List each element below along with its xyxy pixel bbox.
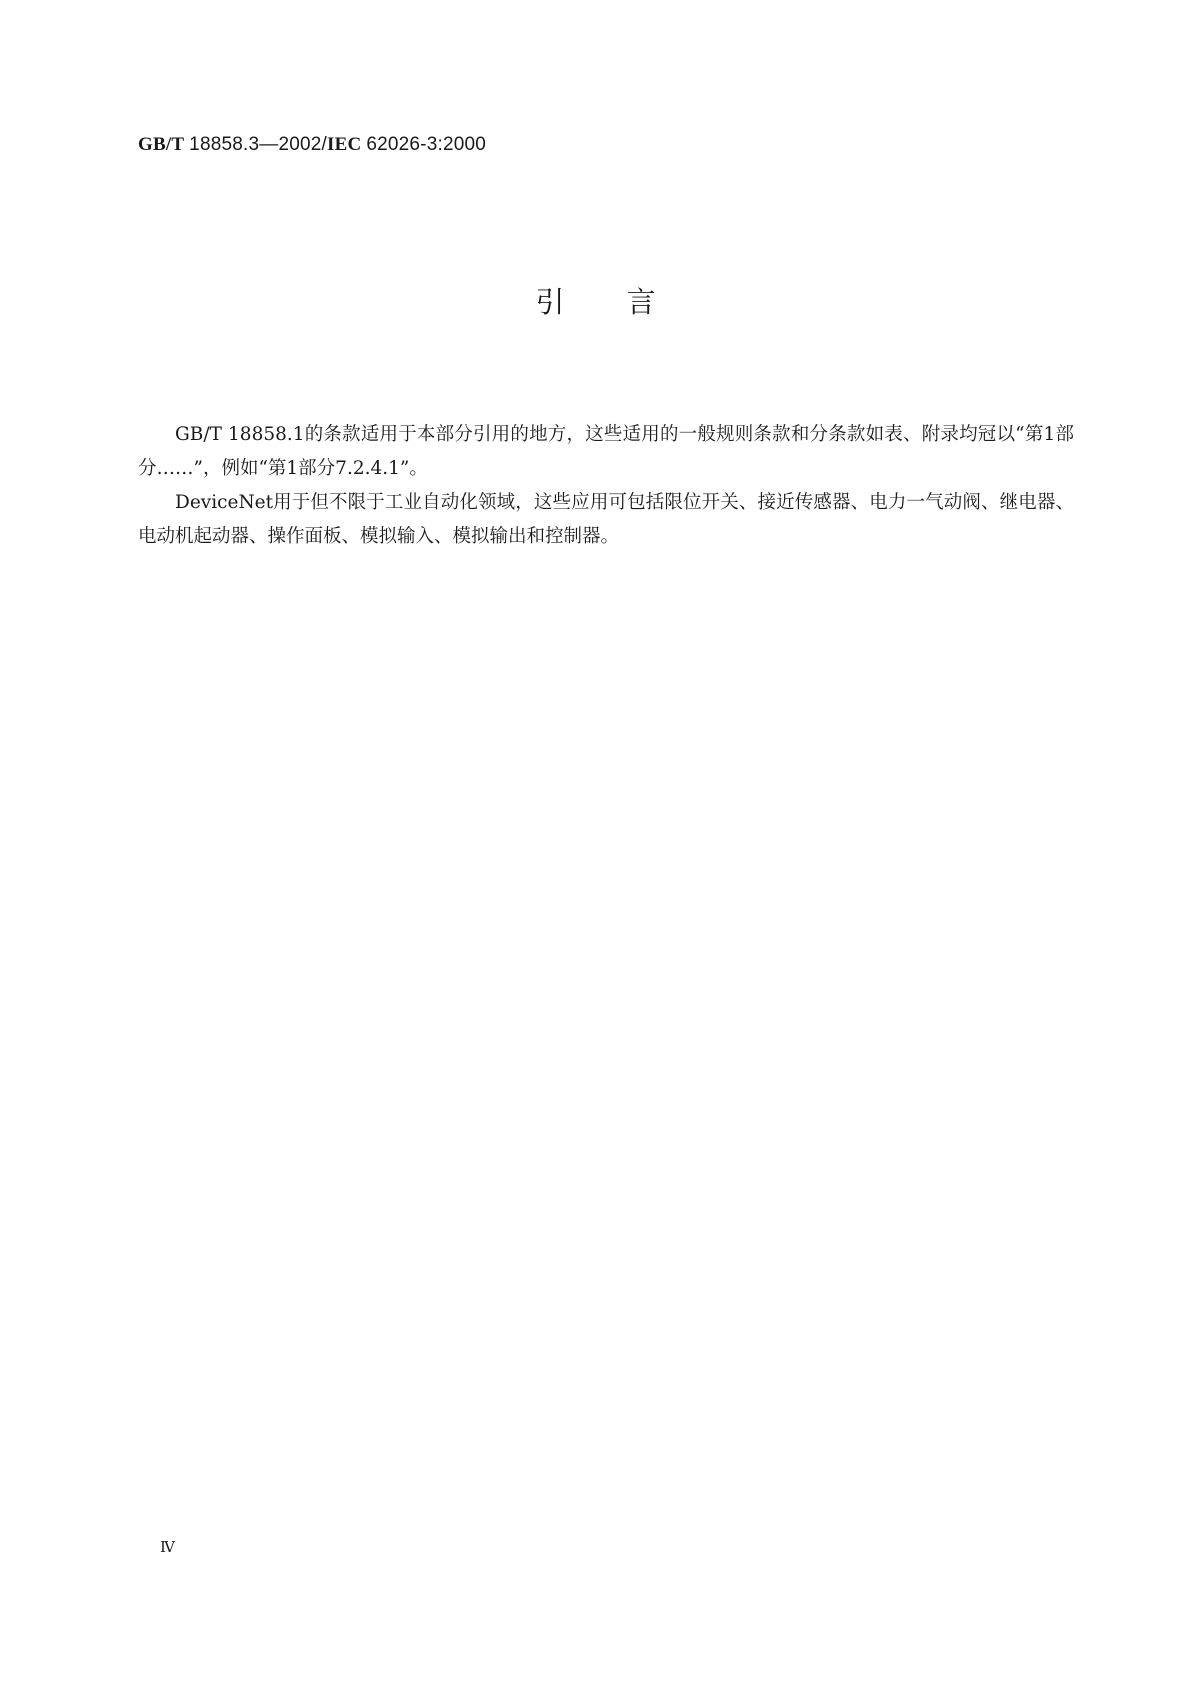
- standard-number-iec: 62026-3:2000: [366, 134, 487, 155]
- standard-number-header: [138, 134, 486, 156]
- standard-code-gb: GB/T: [138, 134, 185, 155]
- page-number: Ⅳ: [160, 1540, 175, 1556]
- paragraph: GB/T 18858.1的条款适用于本部分引用的地方，这些适用的一般规则条款和分条款如表、附录均冠以“第1部分……”，例如“第1部分7.2.4.1”。: [138, 424, 1074, 479]
- paragraph: DeviceNet用于但不限于工业自动化领域，这些应用可包括限位开关、接近传感器、电力一气动阀、继电器、电动机起动器、操作面板、模拟输入、模拟输出和控制器。: [138, 492, 1074, 547]
- introduction-body: [138, 418, 1074, 554]
- section-title: 引言: [535, 285, 718, 319]
- standard-number-gb: 18858.3—2002/: [189, 134, 327, 155]
- standard-code-iec: IEC: [327, 134, 362, 155]
